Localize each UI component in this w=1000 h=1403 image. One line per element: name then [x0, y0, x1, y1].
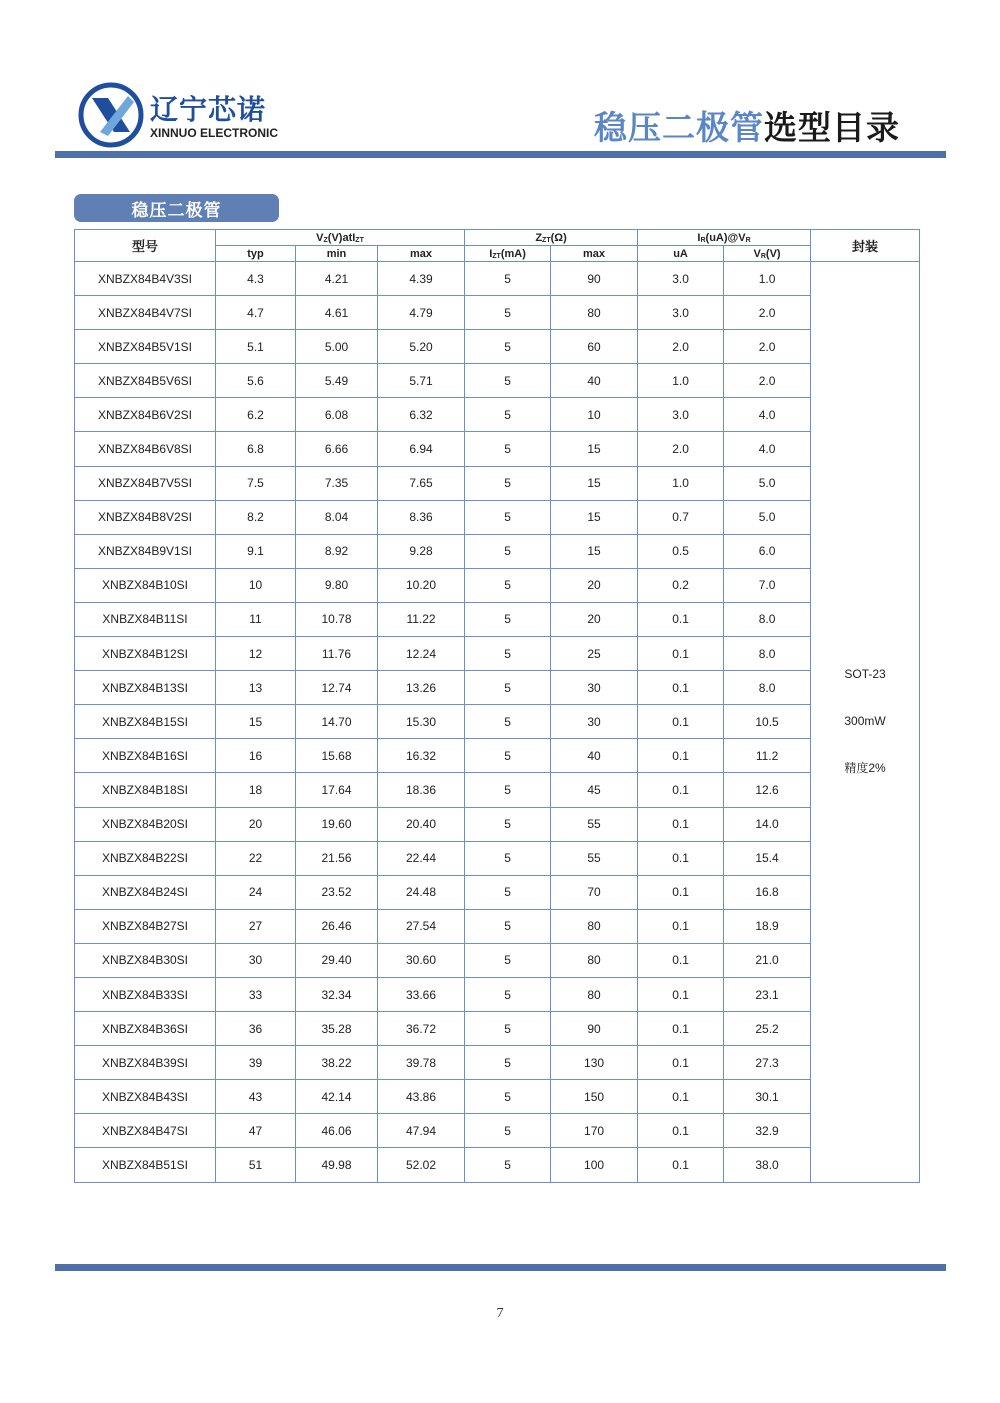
cell-model: XNBZX84B30SI	[75, 943, 216, 977]
cell-vz-typ: 22	[216, 841, 296, 875]
cell-model: XNBZX84B24SI	[75, 875, 216, 909]
table-row	[75, 943, 920, 977]
package-line1: SOT-23	[844, 667, 886, 682]
cell-model: XNBZX84B20SI	[75, 807, 216, 841]
cell-zzt-max: 60	[551, 330, 638, 364]
cell-zzt-max: 90	[551, 262, 638, 296]
cell-vz-typ: 5.6	[216, 364, 296, 398]
cell-ir: 1.0	[638, 364, 724, 398]
cell-model: XNBZX84B36SI	[75, 1012, 216, 1046]
cell-vz-typ: 8.2	[216, 500, 296, 534]
cell-izt: 5	[465, 637, 551, 671]
cell-model: XNBZX84B39SI	[75, 1046, 216, 1080]
cell-vz-min: 23.52	[296, 875, 378, 909]
header-model: 型号	[75, 230, 216, 262]
cell-vr: 2.0	[724, 296, 811, 330]
cell-vr: 27.3	[724, 1046, 811, 1080]
table-row	[75, 1148, 920, 1182]
cell-ir: 0.1	[638, 1012, 724, 1046]
cell-vz-max: 20.40	[378, 807, 465, 841]
header-ua: uA	[638, 246, 724, 262]
cell-ir: 0.1	[638, 841, 724, 875]
cell-model: XNBZX84B51SI	[75, 1148, 216, 1182]
cell-model: XNBZX84B47SI	[75, 1114, 216, 1148]
cell-zzt-max: 80	[551, 909, 638, 943]
cell-vz-max: 47.94	[378, 1114, 465, 1148]
cell-ir: 3.0	[638, 398, 724, 432]
cell-vz-min: 49.98	[296, 1148, 378, 1182]
cell-vr: 8.0	[724, 602, 811, 636]
cell-vz-typ: 16	[216, 739, 296, 773]
cell-vr: 8.0	[724, 671, 811, 705]
cell-vz-max: 9.28	[378, 534, 465, 568]
cell-vz-typ: 15	[216, 705, 296, 739]
cell-zzt-max: 15	[551, 432, 638, 466]
cell-model: XNBZX84B4V3SI	[75, 262, 216, 296]
cell-model: XNBZX84B6V2SI	[75, 398, 216, 432]
cell-ir: 0.7	[638, 500, 724, 534]
table-row	[75, 875, 920, 909]
cell-zzt-max: 30	[551, 671, 638, 705]
cell-vz-min: 8.92	[296, 534, 378, 568]
cell-vr: 12.6	[724, 773, 811, 807]
cell-ir: 0.1	[638, 1080, 724, 1114]
cell-zzt-max: 40	[551, 739, 638, 773]
cell-izt: 5	[465, 568, 551, 602]
cell-vz-min: 6.08	[296, 398, 378, 432]
cell-vz-min: 7.35	[296, 466, 378, 500]
cell-vz-max: 22.44	[378, 841, 465, 875]
cell-izt: 5	[465, 296, 551, 330]
catalog-title	[594, 102, 900, 149]
cell-izt: 5	[465, 466, 551, 500]
cell-ir: 0.1	[638, 977, 724, 1011]
cell-izt: 5	[465, 534, 551, 568]
cell-izt: 5	[465, 875, 551, 909]
cell-izt: 5	[465, 841, 551, 875]
table-row	[75, 534, 920, 568]
cell-izt: 5	[465, 739, 551, 773]
cell-vz-typ: 39	[216, 1046, 296, 1080]
table-row	[75, 466, 920, 500]
cell-vz-max: 11.22	[378, 602, 465, 636]
cell-vz-typ: 4.7	[216, 296, 296, 330]
cell-izt: 5	[465, 602, 551, 636]
cell-izt: 5	[465, 1148, 551, 1182]
cell-vr: 10.5	[724, 705, 811, 739]
cell-zzt-max: 170	[551, 1114, 638, 1148]
xinnuo-logo-icon	[78, 82, 144, 148]
cell-vr: 2.0	[724, 364, 811, 398]
cell-vz-min: 32.34	[296, 977, 378, 1011]
logo-chinese-name: 辽宁芯诺	[150, 94, 267, 125]
cell-izt: 5	[465, 705, 551, 739]
cell-izt: 5	[465, 330, 551, 364]
cell-vr: 11.2	[724, 739, 811, 773]
header-ir-group: $I_R(uA)@V_R$	[638, 230, 811, 246]
table-row	[75, 1046, 920, 1080]
cell-vr: 18.9	[724, 909, 811, 943]
cell-vz-min: 29.40	[296, 943, 378, 977]
cell-vz-typ: 51	[216, 1148, 296, 1182]
cell-zzt-max: 20	[551, 602, 638, 636]
cell-vr: 7.0	[724, 568, 811, 602]
cell-vz-max: 16.32	[378, 739, 465, 773]
cell-vz-min: 21.56	[296, 841, 378, 875]
table-row	[75, 1012, 920, 1046]
cell-ir: 0.1	[638, 875, 724, 909]
company-logo	[78, 82, 278, 148]
cell-vz-max: 13.26	[378, 671, 465, 705]
cell-ir: 2.0	[638, 330, 724, 364]
cell-izt: 5	[465, 432, 551, 466]
header-izt: $I_{ZT}(mA)$	[465, 246, 551, 262]
cell-vr: 5.0	[724, 500, 811, 534]
cell-vz-typ: 36	[216, 1012, 296, 1046]
table-row	[75, 739, 920, 773]
cell-model: XNBZX84B11SI	[75, 602, 216, 636]
cell-ir: 0.1	[638, 671, 724, 705]
header-zzt-max: max	[551, 246, 638, 262]
cell-vz-max: 33.66	[378, 977, 465, 1011]
cell-ir: 0.1	[638, 943, 724, 977]
cell-izt: 5	[465, 977, 551, 1011]
cell-zzt-max: 20	[551, 568, 638, 602]
cell-vz-max: 30.60	[378, 943, 465, 977]
cell-vr: 21.0	[724, 943, 811, 977]
cell-vr: 25.2	[724, 1012, 811, 1046]
table-row	[75, 500, 920, 534]
cell-vz-min: 26.46	[296, 909, 378, 943]
cell-model: XNBZX84B8V2SI	[75, 500, 216, 534]
cell-vz-max: 24.48	[378, 875, 465, 909]
cell-vz-max: 5.20	[378, 330, 465, 364]
cell-vr: 1.0	[724, 262, 811, 296]
cell-vz-typ: 20	[216, 807, 296, 841]
package-line3: 精度2%	[844, 761, 886, 776]
cell-vz-typ: 7.5	[216, 466, 296, 500]
cell-ir: 0.1	[638, 637, 724, 671]
cell-vz-max: 4.39	[378, 262, 465, 296]
cell-ir: 0.1	[638, 602, 724, 636]
cell-vz-max: 6.32	[378, 398, 465, 432]
zener-spec-table	[74, 229, 920, 1183]
cell-model: XNBZX84B9V1SI	[75, 534, 216, 568]
cell-zzt-max: 80	[551, 296, 638, 330]
cell-ir: 3.0	[638, 296, 724, 330]
cell-ir: 0.2	[638, 568, 724, 602]
table-row	[75, 773, 920, 807]
table-row	[75, 432, 920, 466]
cell-zzt-max: 55	[551, 807, 638, 841]
cell-zzt-max: 15	[551, 466, 638, 500]
title-product: 稳压二极管	[594, 109, 764, 146]
cell-vz-typ: 30	[216, 943, 296, 977]
cell-model: XNBZX84B22SI	[75, 841, 216, 875]
title-catalog: 选型目录	[764, 109, 900, 146]
cell-vr: 4.0	[724, 398, 811, 432]
cell-zzt-max: 150	[551, 1080, 638, 1114]
page-number: 7	[496, 1306, 504, 1321]
cell-zzt-max: 130	[551, 1046, 638, 1080]
cell-ir: 0.1	[638, 773, 724, 807]
cell-model: XNBZX84B5V6SI	[75, 364, 216, 398]
cell-zzt-max: 55	[551, 841, 638, 875]
cell-vz-max: 18.36	[378, 773, 465, 807]
cell-model: XNBZX84B6V8SI	[75, 432, 216, 466]
table-row	[75, 807, 920, 841]
cell-zzt-max: 80	[551, 977, 638, 1011]
cell-vz-typ: 10	[216, 568, 296, 602]
cell-vz-min: 5.49	[296, 364, 378, 398]
cell-vz-min: 11.76	[296, 637, 378, 671]
cell-ir: 0.1	[638, 1046, 724, 1080]
cell-vz-max: 8.36	[378, 500, 465, 534]
cell-vz-typ: 33	[216, 977, 296, 1011]
cell-vz-typ: 6.8	[216, 432, 296, 466]
cell-model: XNBZX84B5V1SI	[75, 330, 216, 364]
cell-vr: 8.0	[724, 637, 811, 671]
cell-ir: 0.1	[638, 705, 724, 739]
table-row	[75, 705, 920, 739]
table-row	[75, 841, 920, 875]
cell-vr: 4.0	[724, 432, 811, 466]
cell-izt: 5	[465, 671, 551, 705]
cell-vz-min: 15.68	[296, 739, 378, 773]
cell-zzt-max: 15	[551, 500, 638, 534]
cell-vz-min: 9.80	[296, 568, 378, 602]
header-zzt-group: $Z_{ZT}(\Omega)$	[465, 230, 638, 246]
header-rule	[55, 151, 946, 158]
package-line2: 300mW	[844, 714, 886, 729]
cell-izt: 5	[465, 909, 551, 943]
cell-vz-max: 4.79	[378, 296, 465, 330]
table-row	[75, 364, 920, 398]
cell-vr: 14.0	[724, 807, 811, 841]
cell-vz-typ: 27	[216, 909, 296, 943]
cell-model: XNBZX84B7V5SI	[75, 466, 216, 500]
cell-ir: 2.0	[638, 432, 724, 466]
cell-vz-max: 39.78	[378, 1046, 465, 1080]
cell-zzt-max: 25	[551, 637, 638, 671]
cell-izt: 5	[465, 398, 551, 432]
cell-vz-typ: 4.3	[216, 262, 296, 296]
cell-vz-max: 36.72	[378, 1012, 465, 1046]
table-body	[75, 262, 920, 1183]
cell-vr: 30.1	[724, 1080, 811, 1114]
header-typ: typ	[216, 246, 296, 262]
cell-vr: 23.1	[724, 977, 811, 1011]
cell-vz-max: 6.94	[378, 432, 465, 466]
cell-vr: 32.9	[724, 1114, 811, 1148]
cell-model: XNBZX84B33SI	[75, 977, 216, 1011]
table-row	[75, 262, 920, 296]
table-row	[75, 909, 920, 943]
table-row	[75, 398, 920, 432]
cell-izt: 5	[465, 364, 551, 398]
cell-vz-min: 35.28	[296, 1012, 378, 1046]
cell-vz-min: 17.64	[296, 773, 378, 807]
table-row	[75, 330, 920, 364]
cell-vr: 5.0	[724, 466, 811, 500]
cell-vz-max: 5.71	[378, 364, 465, 398]
cell-vz-typ: 43	[216, 1080, 296, 1114]
cell-vz-min: 14.70	[296, 705, 378, 739]
cell-vz-min: 19.60	[296, 807, 378, 841]
cell-ir: 0.1	[638, 739, 724, 773]
cell-vz-min: 42.14	[296, 1080, 378, 1114]
header-max: max	[378, 246, 465, 262]
cell-vz-typ: 9.1	[216, 534, 296, 568]
cell-vz-min: 46.06	[296, 1114, 378, 1148]
table-row	[75, 568, 920, 602]
table-row	[75, 671, 920, 705]
cell-vz-min: 8.04	[296, 500, 378, 534]
section-tab: 稳压二极管	[74, 194, 279, 222]
cell-izt: 5	[465, 1080, 551, 1114]
cell-vz-min: 5.00	[296, 330, 378, 364]
cell-vz-min: 12.74	[296, 671, 378, 705]
cell-vz-typ: 12	[216, 637, 296, 671]
cell-model: XNBZX84B27SI	[75, 909, 216, 943]
cell-izt: 5	[465, 807, 551, 841]
cell-ir: 0.1	[638, 807, 724, 841]
cell-vz-min: 6.66	[296, 432, 378, 466]
table-row	[75, 1080, 920, 1114]
cell-zzt-max: 15	[551, 534, 638, 568]
cell-izt: 5	[465, 773, 551, 807]
cell-model: XNBZX84B4V7SI	[75, 296, 216, 330]
cell-vz-typ: 13	[216, 671, 296, 705]
cell-ir: 0.1	[638, 1148, 724, 1182]
cell-izt: 5	[465, 1046, 551, 1080]
cell-zzt-max: 40	[551, 364, 638, 398]
cell-vz-max: 15.30	[378, 705, 465, 739]
cell-vz-max: 52.02	[378, 1148, 465, 1182]
cell-zzt-max: 10	[551, 398, 638, 432]
header-min: min	[296, 246, 378, 262]
cell-izt: 5	[465, 1012, 551, 1046]
header-vr: $V_R(V)$	[724, 246, 811, 262]
cell-vr: 16.8	[724, 875, 811, 909]
cell-model: XNBZX84B13SI	[75, 671, 216, 705]
cell-zzt-max: 80	[551, 943, 638, 977]
cell-vz-typ: 47	[216, 1114, 296, 1148]
cell-vz-typ: 24	[216, 875, 296, 909]
cell-vr: 15.4	[724, 841, 811, 875]
cell-ir: 3.0	[638, 262, 724, 296]
cell-vz-typ: 6.2	[216, 398, 296, 432]
table-row	[75, 977, 920, 1011]
header-vz-group: $V_Z(V)atI_{ZT}$	[216, 230, 465, 246]
cell-vr: 6.0	[724, 534, 811, 568]
cell-model: XNBZX84B12SI	[75, 637, 216, 671]
cell-model: XNBZX84B43SI	[75, 1080, 216, 1114]
cell-zzt-max: 70	[551, 875, 638, 909]
cell-ir: 0.5	[638, 534, 724, 568]
cell-vz-max: 27.54	[378, 909, 465, 943]
cell-model: XNBZX84B16SI	[75, 739, 216, 773]
cell-vz-typ: 5.1	[216, 330, 296, 364]
table-row	[75, 637, 920, 671]
cell-vz-min: 4.21	[296, 262, 378, 296]
cell-zzt-max: 100	[551, 1148, 638, 1182]
cell-model: XNBZX84B18SI	[75, 773, 216, 807]
cell-vz-typ: 18	[216, 773, 296, 807]
cell-vz-min: 10.78	[296, 602, 378, 636]
cell-vz-typ: 11	[216, 602, 296, 636]
cell-zzt-max: 90	[551, 1012, 638, 1046]
footer-rule	[55, 1264, 946, 1271]
cell-izt: 5	[465, 943, 551, 977]
cell-ir: 1.0	[638, 466, 724, 500]
cell-vz-max: 43.86	[378, 1080, 465, 1114]
cell-vz-max: 7.65	[378, 466, 465, 500]
cell-vr: 2.0	[724, 330, 811, 364]
table-row	[75, 602, 920, 636]
cell-model: XNBZX84B15SI	[75, 705, 216, 739]
cell-vr: 38.0	[724, 1148, 811, 1182]
table-row	[75, 1114, 920, 1148]
cell-izt: 5	[465, 262, 551, 296]
cell-vz-max: 12.24	[378, 637, 465, 671]
cell-izt: 5	[465, 1114, 551, 1148]
table-row	[75, 296, 920, 330]
cell-ir: 0.1	[638, 909, 724, 943]
header-package: 封装	[811, 230, 920, 262]
cell-vz-min: 4.61	[296, 296, 378, 330]
logo-english-name: XINNUO ELECTRONIC	[150, 126, 279, 140]
cell-model: XNBZX84B10SI	[75, 568, 216, 602]
cell-vz-max: 10.20	[378, 568, 465, 602]
cell-zzt-max: 30	[551, 705, 638, 739]
cell-izt: 5	[465, 500, 551, 534]
cell-package	[811, 262, 920, 1183]
cell-ir: 0.1	[638, 1114, 724, 1148]
cell-vz-min: 38.22	[296, 1046, 378, 1080]
cell-zzt-max: 45	[551, 773, 638, 807]
